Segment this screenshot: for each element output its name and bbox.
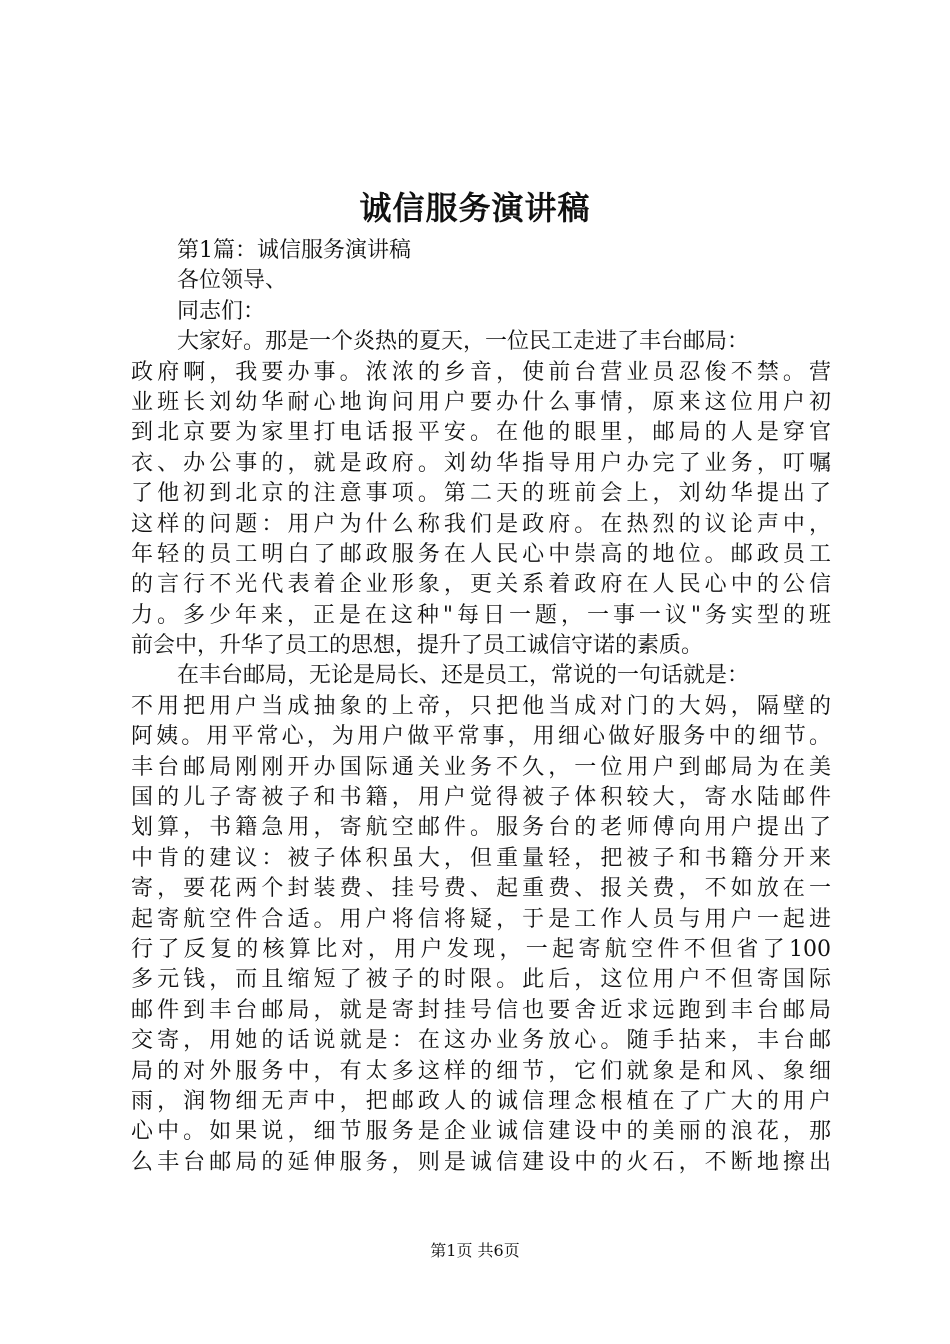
- text-line: 业班长刘幼华耐心地询问用户要办什么事情，原来这位用户初: [131, 389, 831, 415]
- text-line: 么丰台邮局的延伸服务，则是诚信建设中的火石，不断地擦出: [131, 1149, 831, 1175]
- text-line: 各位领导、: [177, 268, 288, 294]
- text-line: 力。多少年来，正是在这种"每日一题，一事一议"务实型的班: [131, 602, 831, 628]
- text-line: 划算，书籍急用，寄航空邮件。服务台的老师傅向用户提出了: [131, 815, 831, 841]
- text-line: 雨，润物细无声中，把邮政人的诚信理念根植在了广大的用户: [131, 1088, 831, 1114]
- document-title: 诚信服务演讲稿: [359, 189, 591, 227]
- text-line: 第1篇：诚信服务演讲稿: [177, 238, 411, 263]
- text-line: 心中。如果说，细节服务是企业诚信建设中的美丽的浪花，那: [131, 1119, 831, 1145]
- text-line: 丰台邮局刚刚开办国际通关业务不久，一位用户到邮局为在美: [131, 754, 831, 780]
- document-body: [131, 236, 831, 1178]
- text-line: 同志们：: [177, 298, 266, 324]
- text-line: 这样的问题：用户为什么称我们是政府。在热烈的议论声中，: [131, 511, 831, 537]
- text-line: 寄，要花两个封装费、挂号费、起重费、报关费，不如放在一: [131, 876, 831, 902]
- text-line: 起寄航空件合适。用户将信将疑，于是工作人员与用户一起进: [131, 906, 831, 932]
- text-line: 了他初到北京的注意事项。第二天的班前会上，刘幼华提出了: [131, 481, 831, 507]
- text-line: 到北京要为家里打电话报平安。在他的眼里，邮局的人是穿官: [131, 420, 831, 446]
- text-line: 大家好。那是一个炎热的夏天，一位民工走进了丰台邮局：: [177, 329, 750, 355]
- text-line: 不用把用户当成抽象的上帝，只把他当成对门的大妈，隔壁的: [131, 693, 831, 719]
- text-line: 政府啊，我要办事。浓浓的乡音，使前台营业员忍俊不禁。营: [131, 359, 831, 385]
- page-footer: 第1页 共6页: [430, 1241, 520, 1260]
- text-line: 国的儿子寄被子和书籍，用户觉得被子体积较大，寄水陆邮件: [131, 785, 831, 811]
- text-line: 多元钱，而且缩短了被子的时限。此后，这位用户不但寄国际: [131, 967, 831, 993]
- text-line: 交寄，用她的话说就是：在这办业务放心。随手拈来，丰台邮: [131, 1028, 831, 1054]
- text-line: 行了反复的核算比对，用户发现，一起寄航空件不但省了100: [131, 936, 831, 962]
- text-line: 年轻的员工明白了邮政服务在人民心中崇高的地位。邮政员工: [131, 541, 831, 567]
- text-line: 在丰台邮局，无论是局长、还是员工，常说的一句话就是：: [177, 663, 750, 689]
- text-line: 的言行不光代表着企业形象，更关系着政府在人民心中的公信: [131, 572, 831, 598]
- text-line: 邮件到丰台邮局，就是寄封挂号信也要舍近求远跑到丰台邮局: [131, 997, 831, 1023]
- text-line: 阿姨。用平常心，为用户做平常事，用细心做好服务中的细节。: [131, 724, 831, 750]
- text-line: 前会中，升华了员工的思想，提升了员工诚信守诺的素质。: [131, 633, 704, 659]
- text-line: 局的对外服务中，有太多这样的细节，它们就象是和风、象细: [131, 1058, 831, 1084]
- text-line: 衣、办公事的，就是政府。刘幼华指导用户办完了业务，叮嘱: [131, 450, 831, 476]
- text-line: 中肯的建议：被子体积虽大，但重量轻，把被子和书籍分开来: [131, 845, 831, 871]
